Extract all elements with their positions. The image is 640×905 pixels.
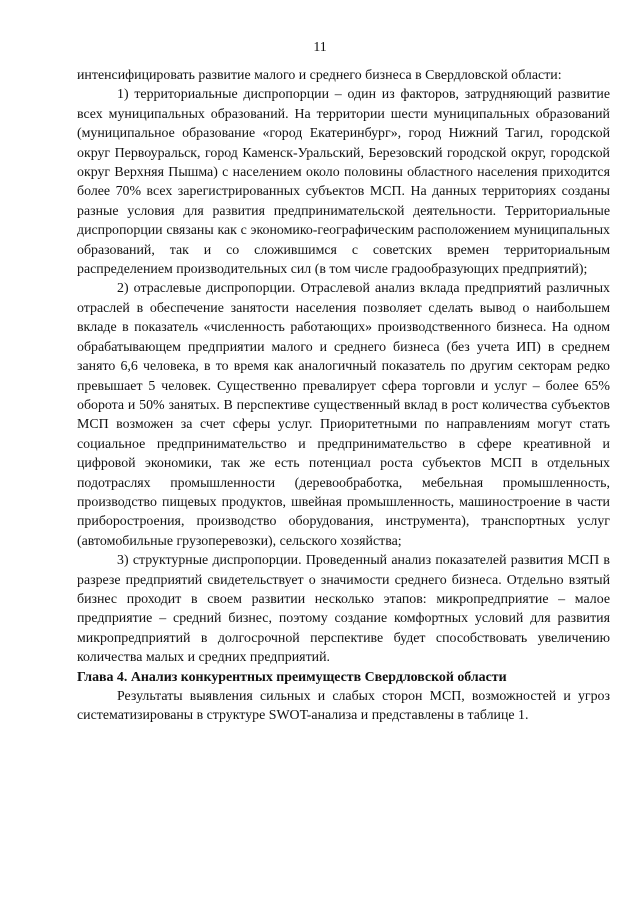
paragraph-territorial: 1) территориальные диспропорции – один из факторов, затрудняющий развитие всех муниципальных образований. На территории шести муниципальных образований (муниципальное образование «город Екатеринбург», город Нижний Тагил, городской округ Первоуральск, город Каменск-Уральский, Березовский городской округ, городской округ Верхняя Пышма) с населением около половины областного населения приходится более 70% всех зарегистрированных субъектов МСП. На данных территориях созданы разные условия для развития предпринимательской деятельности. Территориальные диспропорции связаны как с экономико-географическим расположением муниципальных образований, так и со сложившимся с советских времен территориальным распределением производительных сил (в том числе градообразующих предприятий);: [77, 87, 610, 278]
document-body: [77, 66, 610, 726]
page-number: 11: [313, 40, 327, 55]
paragraph-swot: Результаты выявления сильных и слабых сторон МСП, возможностей и угроз систематизированы в структуре SWOT-анализа и представлены в таблице 1.: [77, 689, 610, 724]
paragraph-intro: интенсифицировать развитие малого и среднего бизнеса в Свердловской области:: [77, 68, 562, 83]
paragraph-sectoral: 2) отраслевые диспропорции. Отраслевой анализ вклада предприятий различных отраслей в обеспечение занятости населения позволяет сделать вывод о наибольшем вкладе в показатель «численность работающих» производственного бизнеса. На одном обрабатывающем предприятии малого и среднего бизнеса (без учета ИП) в среднем занято 6,6 человека, в то время как аналогичный показатель по другим секторам редко превышает 5 человек. Существенно превалирует сфера торговли и услуг – более 65% оборота и 50% занятых. В перспективе существенный вклад в рост количества субъектов МСП возможен за счет сферы услуг. Приоритетными по направлениям могут стать социальное предпринимательство и предпринимательство в сфере креативной и цифровой экономики, так же есть потенциал роста субъектов МСП в отдельных подотраслях промышленности (деревообработка, мебельная промышленность, производство пищевых продуктов, швейная промышленность, машиностроение в части приборостроения, производство оборудования, инструмента), транспортных услуг (автомобильные грузоперевозки), сельского хозяйства;: [77, 281, 610, 549]
paragraph-structural: 3) структурные диспропорции. Проведенный анализ показателей развития МСП в разрезе предприятий свидетельствует о значимости среднего бизнеса. Отдельно взятый бизнес проходит в своем развитии несколько этапов: микропредприятие – малое предприятие – средний бизнес, поэтому создание комфортных условий для развития микропредприятий в долгосрочной перспективе будет способствовать увеличению количества малых и средних предприятий.: [77, 553, 610, 666]
chapter-heading: Глава 4. Анализ конкурентных преимуществ Свердловской области: [77, 669, 507, 685]
